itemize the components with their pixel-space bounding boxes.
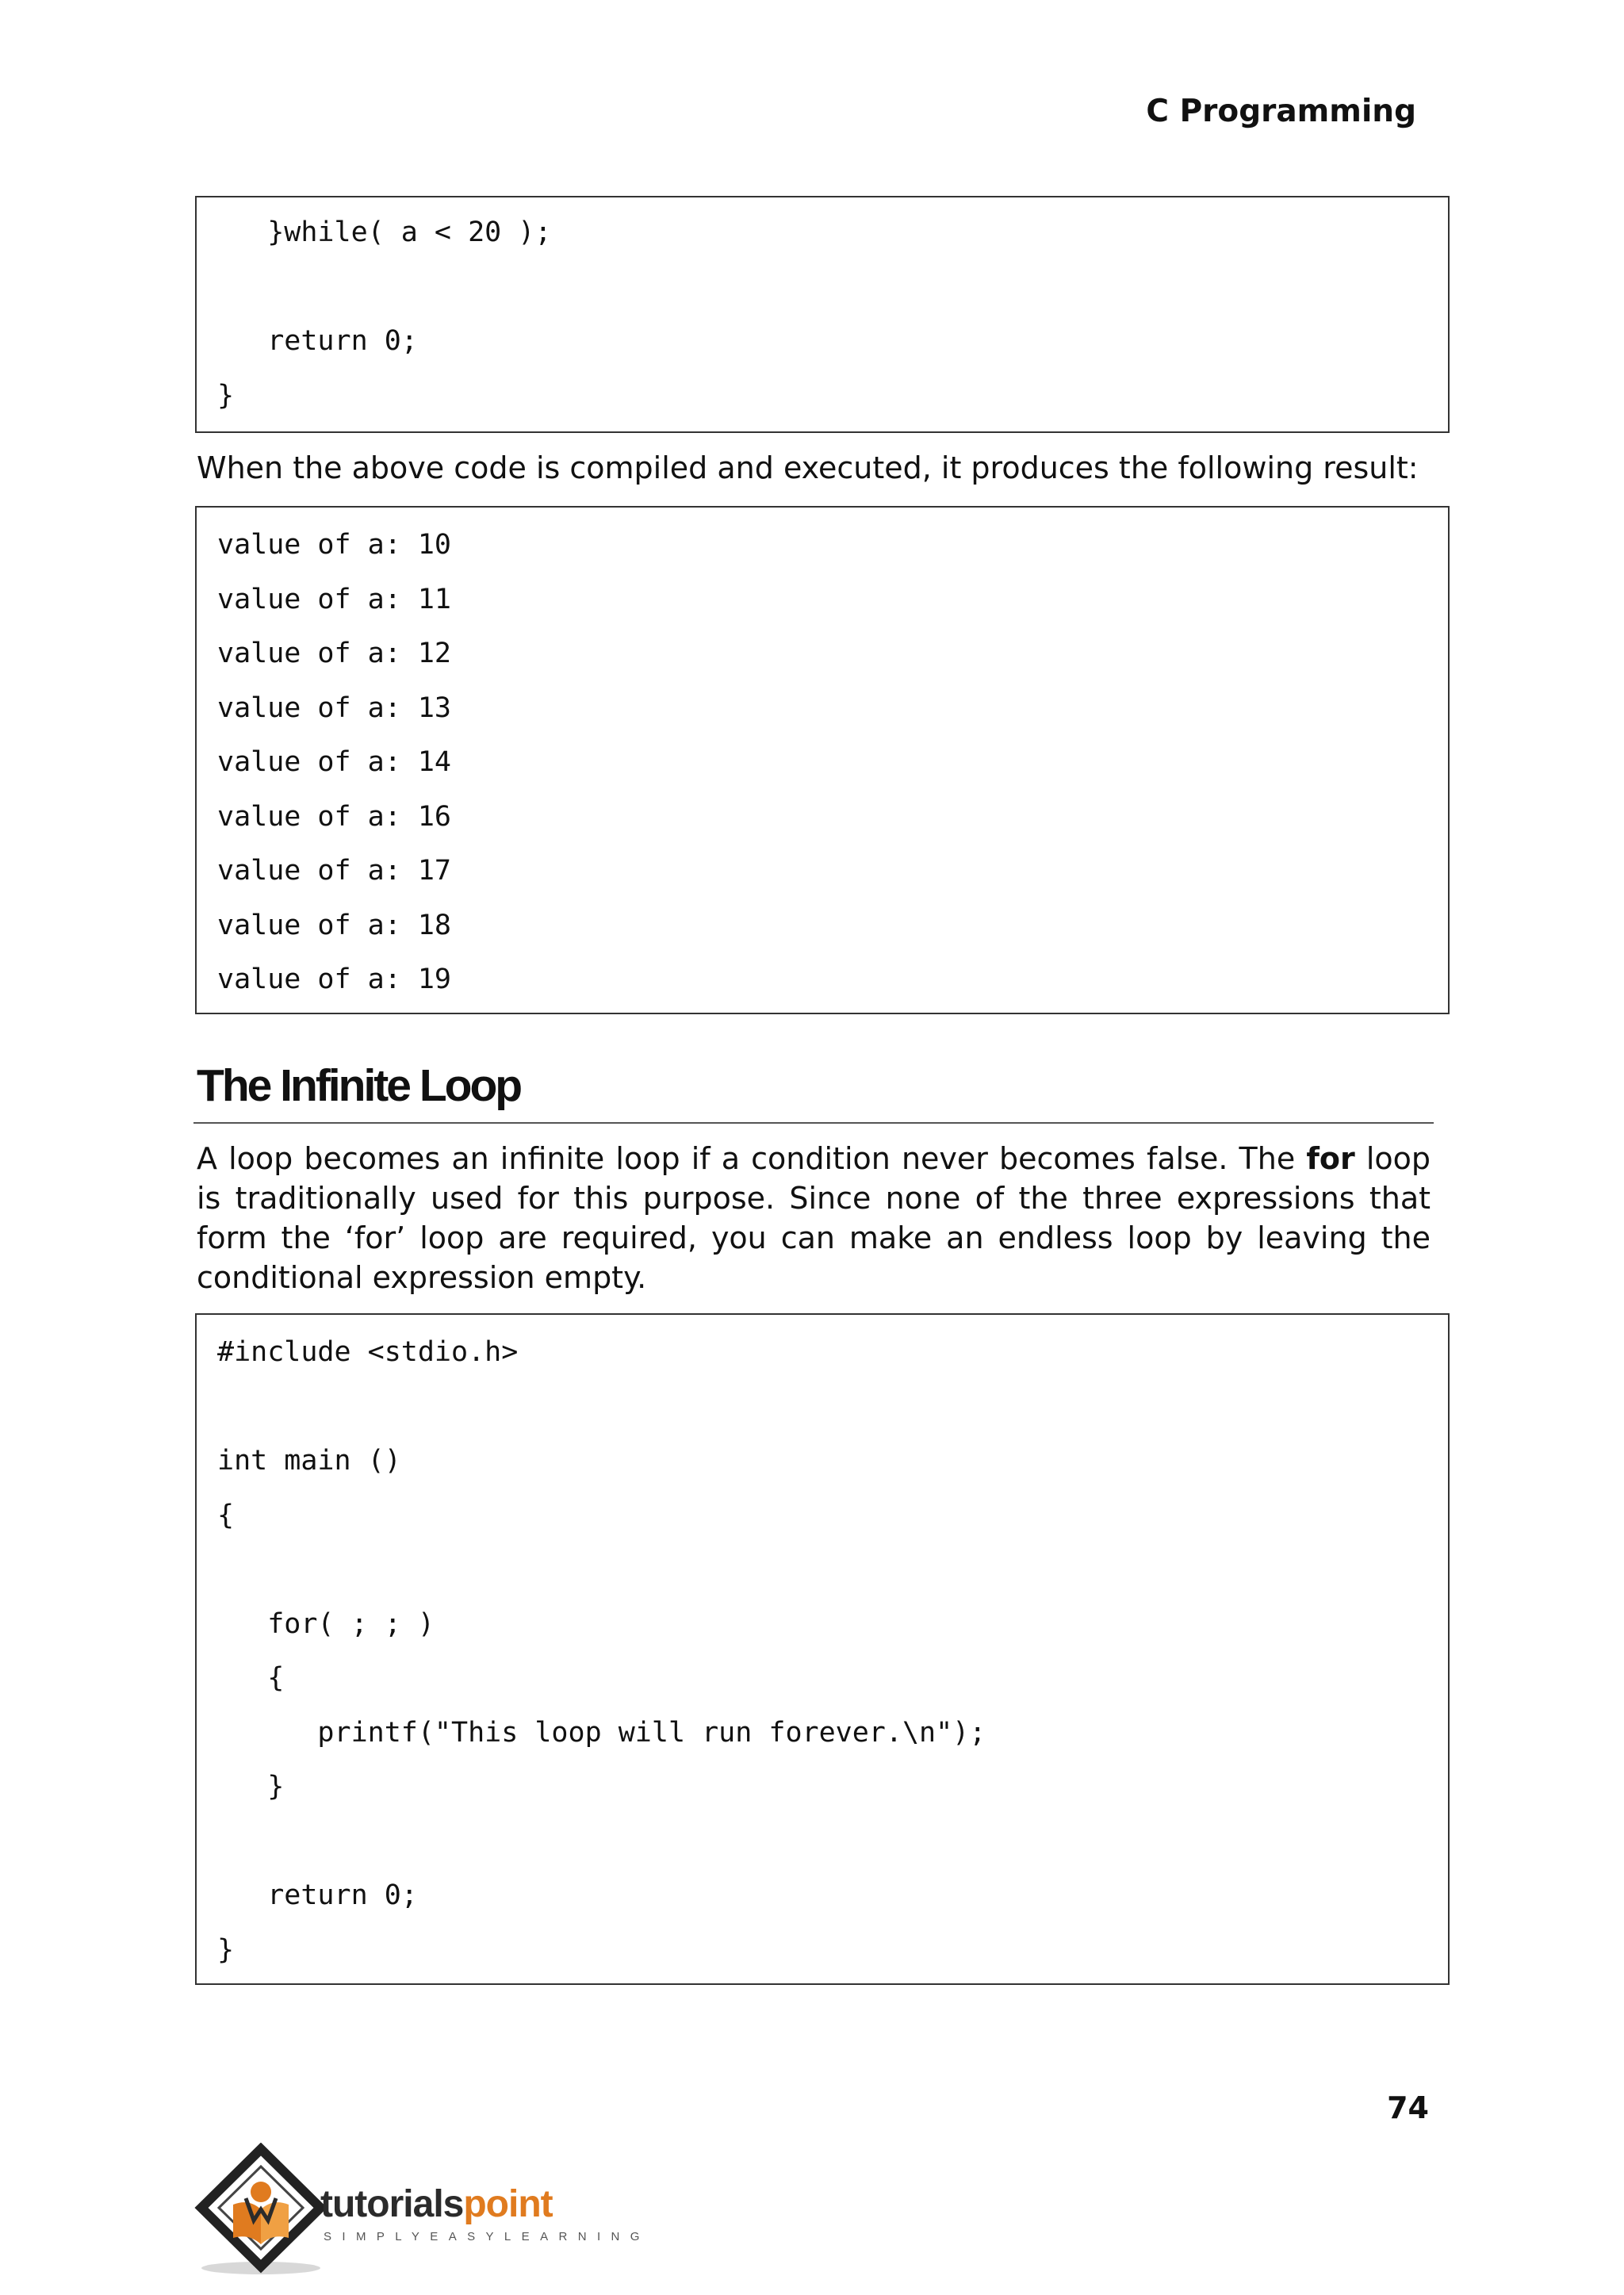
- logo-tagline: SIMPLYEASYLEARNING: [324, 2230, 650, 2243]
- code-block-continuation: [195, 196, 1450, 433]
- logo-word-tutorials: tutorials: [320, 2183, 464, 2225]
- output-block: [195, 506, 1450, 1014]
- section-heading: The Infinite Loop: [197, 1060, 521, 1111]
- code-block-infinite-loop: [195, 1313, 1450, 1985]
- section-paragraph: [197, 1139, 1431, 1297]
- tutorialspoint-logo: [193, 2143, 650, 2278]
- code-text: }while( a < 20 ); return 0; }: [217, 216, 552, 412]
- logo-word-point: point: [463, 2183, 553, 2225]
- output-text: value of a: 10 value of a: 11 value of a: 12 value of a: 13 value of a: 14 value of a: 16 value of a: 17 value of a: 18 value of a: 19: [217, 529, 452, 995]
- page-number: 74: [1387, 2090, 1429, 2125]
- intro-paragraph: When the above code is compiled and executed, it produces the following result:: [197, 450, 1419, 485]
- para-bold-keyword: for: [1306, 1141, 1355, 1176]
- logo-wordmark: [320, 2182, 553, 2226]
- running-header: C Programming: [1146, 94, 1416, 129]
- code-text: #include <stdio.h> int main () { for( ; ; ) { printf("This loop will run forever.\n"); } return 0; }: [217, 1336, 986, 1966]
- logo-emblem-icon: [193, 2143, 328, 2278]
- para-text-end: loop is traditionally used for this purpose. Since none of the three expressions that form the ‘for’ loop are required, you can make an endless loop by leaving the conditional expression empty.: [197, 1141, 1431, 1295]
- para-text-start: A loop becomes an infinite loop if a condition never becomes false. The: [197, 1141, 1307, 1176]
- heading-rule: [193, 1122, 1434, 1124]
